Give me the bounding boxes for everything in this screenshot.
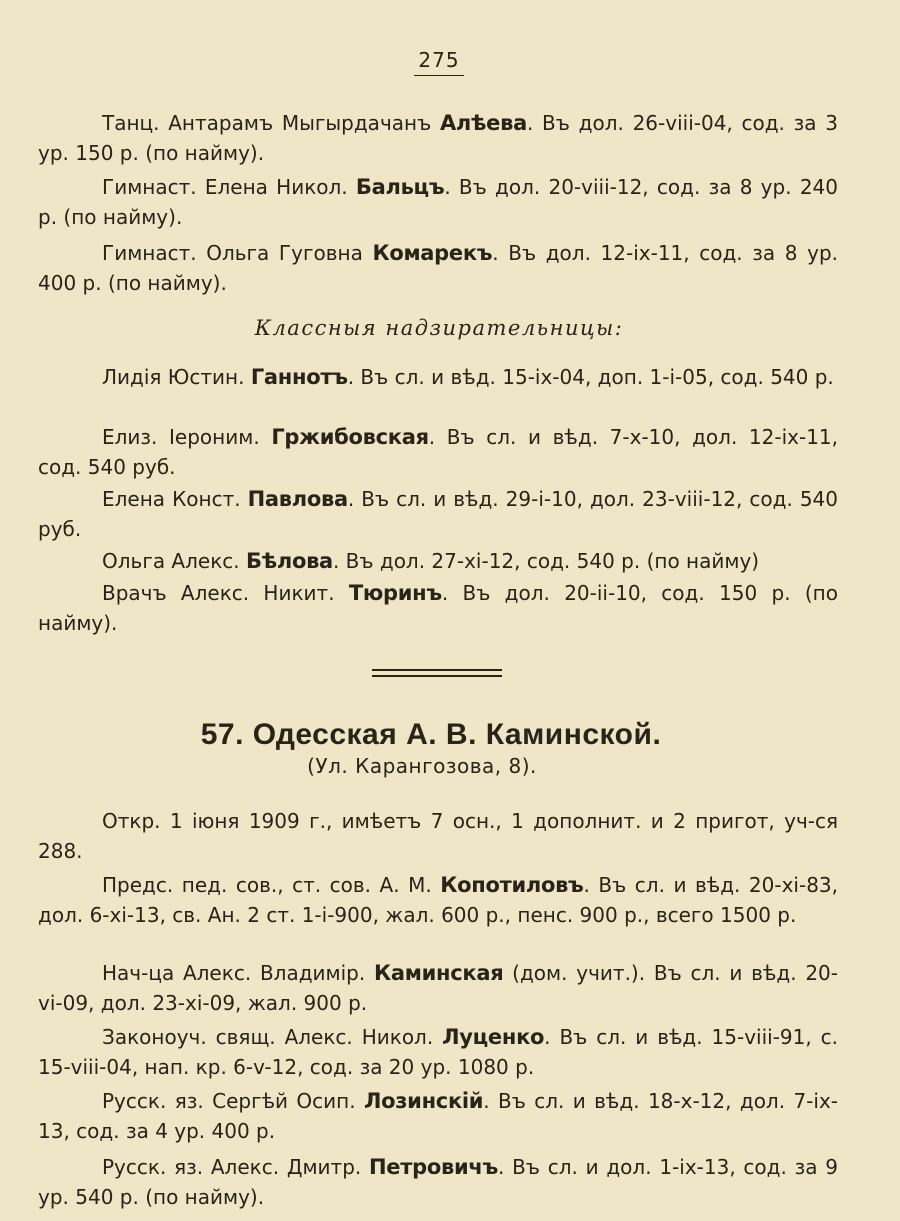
page-number: 275 — [0, 48, 878, 72]
staff-entry: Ольга Алекс. Бѣлова. Въ дол. 27-xi-12, сод. 540 р. (по найму) — [102, 549, 760, 573]
staff-surname: Петровичъ — [369, 1155, 498, 1179]
section-caption: Классныя надзирательницы: — [254, 316, 624, 340]
staff-entry: Законоуч. свящ. Алекс. Никол. Луценко. Въ сл. и вѣд. 15-viii-91, с. 15-viii-04, нап. кр. 6-v-12, сод. за 20 ур. 1080 р. — [38, 1025, 839, 1079]
staff-surname: Тюринъ — [348, 581, 442, 605]
staff-entry: Предс. пед. сов., ст. сов. А. М. Копотиловъ. Въ сл. и вѣд. 20-xi-83, дол. 6-xi-13, св. Ан. 2 ст. 1-i-900, жал. 600 р., пенс. 900 р., всего 1500 р. — [38, 873, 839, 927]
staff-surname: Луценко — [442, 1025, 545, 1049]
staff-entry: Лидія Юстин. Ганнотъ. Въ сл. и вѣд. 15-ix-04, доп. 1-i-05, сод. 540 р. — [102, 365, 834, 389]
school-info: Откр. 1 іюня 1909 г., имѣетъ 7 осн., 1 дополнит. и 2 пригот, уч-ся 288. — [38, 809, 838, 863]
staff-surname: Лозинскій — [364, 1089, 484, 1113]
staff-entry: Русск. яз. Алекс. Дмитр. Петровичъ. Въ сл. и дол. 1-ix-13, сод. за 9 ур. 540 р. (по найму). — [38, 1155, 838, 1209]
staff-surname: Копотиловъ — [440, 873, 584, 897]
staff-surname: Гржибовская — [271, 425, 429, 449]
school-title: 57. Одесская А. В. Каминской. — [200, 718, 662, 751]
staff-surname: Комарекъ — [372, 241, 493, 265]
staff-entry: Елиз. Іероним. Гржибовская. Въ сл. и вѣд. 7-x-10, дол. 12-ix-11, сод. 540 руб. — [38, 425, 839, 479]
staff-surname: Павлова — [247, 487, 348, 511]
staff-entry: Гимнаст. Ольга Гуговна Комарекъ. Въ дол. 12-ix-11, сод. за 8 ур. 400 р. (по найму). — [38, 241, 839, 295]
staff-surname: Бальцъ — [355, 175, 445, 199]
staff-entry: Танц. Антарамъ Мыгырдачанъ Алѣева. Въ дол. 26-viii-04, сод. за 3 ур. 150 р. (по найму). — [38, 111, 838, 165]
staff-entry: Русск. яз. Сергѣй Осип. Лозинскій. Въ сл. и вѣд. 18-x-12, дол. 7-ix-13, сод. за 4 ур. 400 р. — [38, 1089, 839, 1143]
staff-surname: Алѣева — [439, 111, 527, 135]
staff-surname: Каминская — [374, 961, 504, 985]
section-divider — [372, 669, 502, 677]
staff-entry: Гимнаст. Елена Никол. Бальцъ. Въ дол. 20-viii-12, сод. за 8 ур. 240 р. (по найму). — [38, 175, 838, 229]
staff-entry: Нач-ца Алекс. Владимір. Каминская (дом. учит.). Въ сл. и вѣд. 20-vi-09, дол. 23-xi-09, жал. 900 р. — [38, 961, 838, 1015]
staff-surname: Бѣлова — [246, 549, 333, 573]
school-address: (Ул. Карангозова, 8). — [307, 754, 537, 778]
staff-entry: Елена Конст. Павлова. Въ сл. и вѣд. 29-i-10, дол. 23-viii-12, сод. 540 руб. — [38, 487, 838, 541]
staff-surname: Ганнотъ — [250, 365, 348, 389]
staff-entry: Врачъ Алекс. Никит. Тюринъ. Въ дол. 20-ii-10, сод. 150 р. (по найму). — [38, 581, 838, 635]
